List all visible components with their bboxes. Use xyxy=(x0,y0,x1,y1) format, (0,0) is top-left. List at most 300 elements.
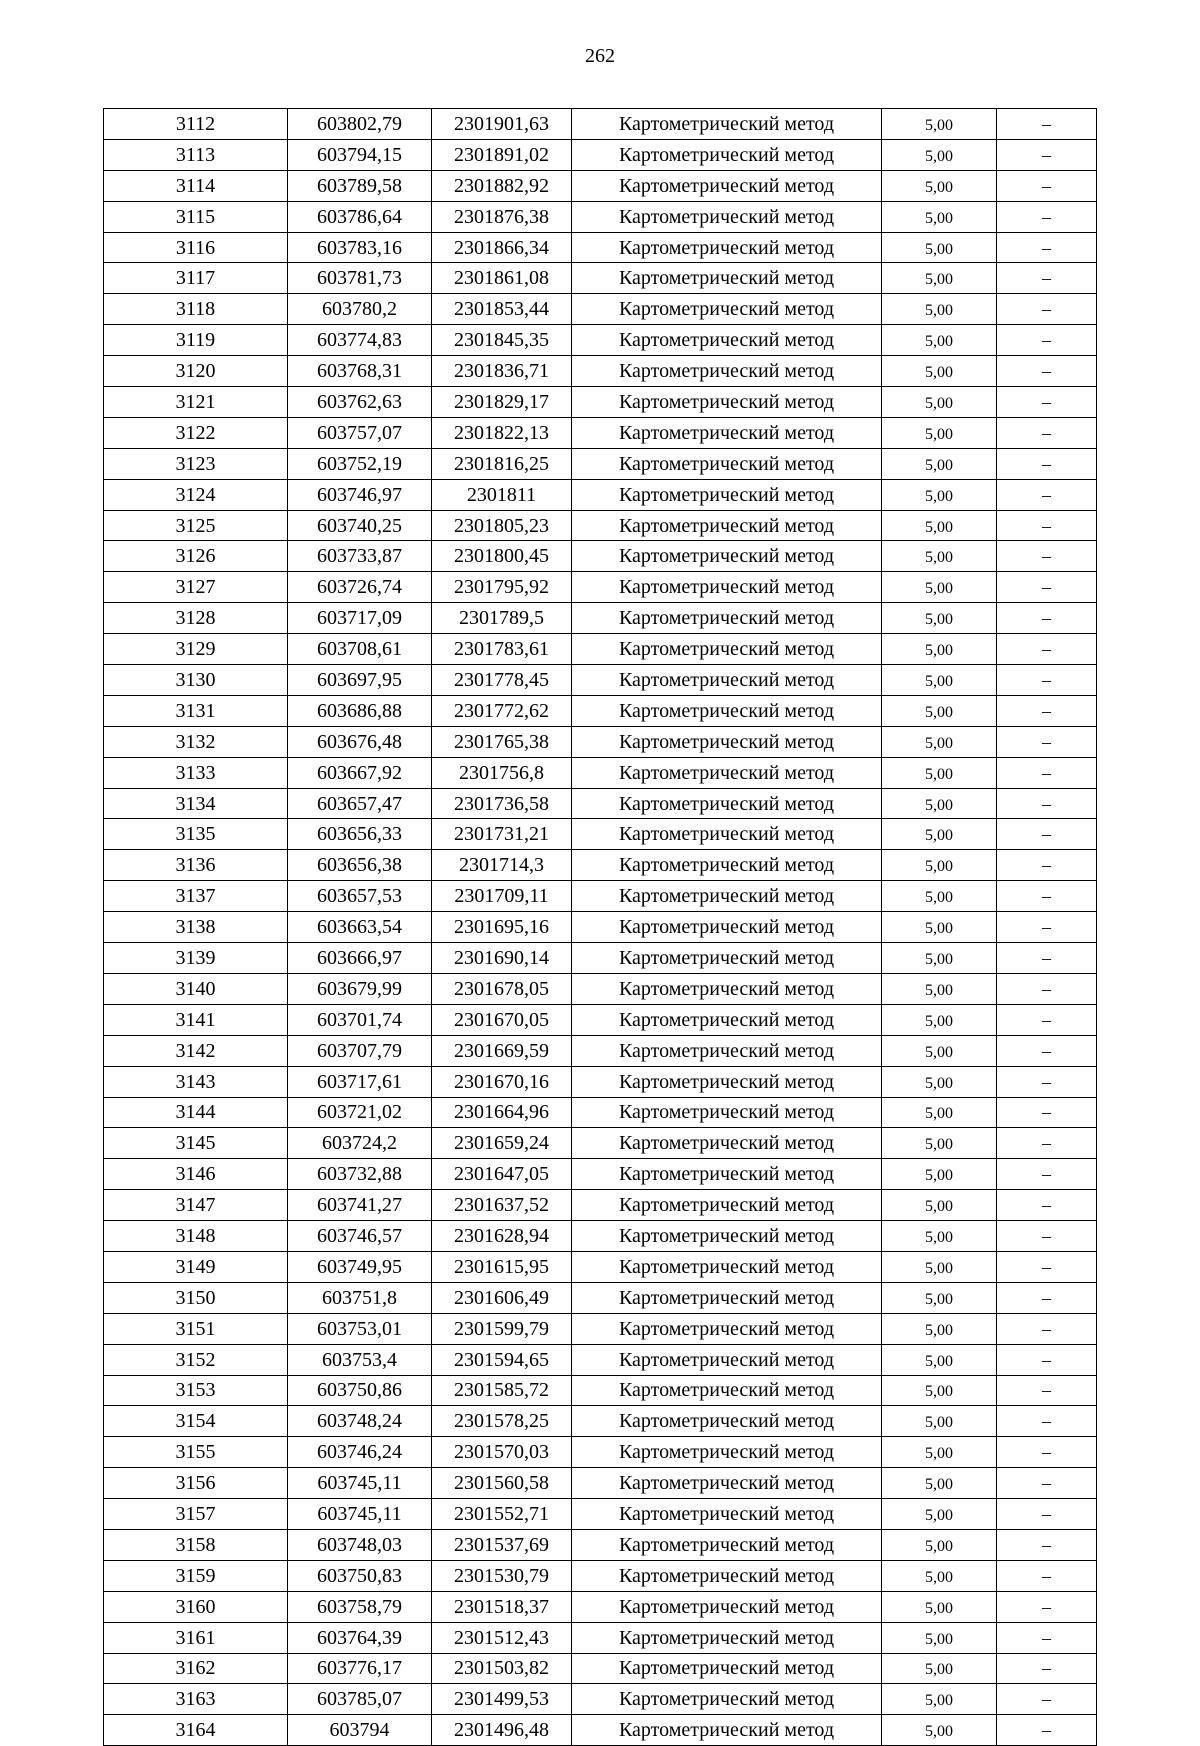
note-cell: – xyxy=(997,1406,1097,1437)
note-cell: – xyxy=(997,356,1097,387)
accuracy-cell: 5,00 xyxy=(882,109,997,140)
accuracy-cell: 5,00 xyxy=(882,541,997,572)
note-cell: – xyxy=(997,1375,1097,1406)
table-row xyxy=(104,1684,1097,1715)
x-coordinate-cell: 603746,57 xyxy=(288,1221,432,1252)
y-coordinate-cell: 2301669,59 xyxy=(432,1035,572,1066)
point-number-cell: 3113 xyxy=(104,139,288,170)
note-cell: – xyxy=(997,603,1097,634)
x-coordinate-cell: 603786,64 xyxy=(288,201,432,232)
y-coordinate-cell: 2301678,05 xyxy=(432,973,572,1004)
method-cell: Картометрический метод xyxy=(572,1437,882,1468)
method-cell: Картометрический метод xyxy=(572,1251,882,1282)
accuracy-cell: 5,00 xyxy=(882,1529,997,1560)
method-cell: Картометрический метод xyxy=(572,479,882,510)
y-coordinate-cell: 2301518,37 xyxy=(432,1591,572,1622)
y-coordinate-cell: 2301537,69 xyxy=(432,1529,572,1560)
note-cell: – xyxy=(997,448,1097,479)
table-row xyxy=(104,387,1097,418)
y-coordinate-cell: 2301690,14 xyxy=(432,943,572,974)
y-coordinate-cell: 2301606,49 xyxy=(432,1282,572,1313)
table-row xyxy=(104,294,1097,325)
x-coordinate-cell: 603666,97 xyxy=(288,943,432,974)
x-coordinate-cell: 603762,63 xyxy=(288,387,432,418)
x-coordinate-cell: 603656,33 xyxy=(288,819,432,850)
method-cell: Картометрический метод xyxy=(572,387,882,418)
accuracy-cell: 5,00 xyxy=(882,603,997,634)
y-coordinate-cell: 2301772,62 xyxy=(432,695,572,726)
note-cell: – xyxy=(997,881,1097,912)
note-cell: – xyxy=(997,479,1097,510)
accuracy-cell: 5,00 xyxy=(882,387,997,418)
point-number-cell: 3114 xyxy=(104,170,288,201)
point-number-cell: 3120 xyxy=(104,356,288,387)
method-cell: Картометрический метод xyxy=(572,170,882,201)
accuracy-cell: 5,00 xyxy=(882,1406,997,1437)
table-row xyxy=(104,1066,1097,1097)
note-cell: – xyxy=(997,387,1097,418)
accuracy-cell: 5,00 xyxy=(882,1004,997,1035)
x-coordinate-cell: 603750,86 xyxy=(288,1375,432,1406)
y-coordinate-cell: 2301861,08 xyxy=(432,263,572,294)
y-coordinate-cell: 2301756,8 xyxy=(432,757,572,788)
y-coordinate-cell: 2301829,17 xyxy=(432,387,572,418)
accuracy-cell: 5,00 xyxy=(882,695,997,726)
table-row xyxy=(104,1406,1097,1437)
y-coordinate-cell: 2301778,45 xyxy=(432,665,572,696)
accuracy-cell: 5,00 xyxy=(882,819,997,850)
method-cell: Картометрический метод xyxy=(572,1344,882,1375)
accuracy-cell: 5,00 xyxy=(882,1653,997,1684)
y-coordinate-cell: 2301714,3 xyxy=(432,850,572,881)
method-cell: Картометрический метод xyxy=(572,1221,882,1252)
coordinates-table-body xyxy=(104,109,1097,1746)
note-cell: – xyxy=(997,912,1097,943)
accuracy-cell: 5,00 xyxy=(882,356,997,387)
point-number-cell: 3135 xyxy=(104,819,288,850)
note-cell: – xyxy=(997,1128,1097,1159)
y-coordinate-cell: 2301795,92 xyxy=(432,572,572,603)
y-coordinate-cell: 2301731,21 xyxy=(432,819,572,850)
y-coordinate-cell: 2301901,63 xyxy=(432,109,572,140)
table-row xyxy=(104,1591,1097,1622)
x-coordinate-cell: 603717,61 xyxy=(288,1066,432,1097)
x-coordinate-cell: 603764,39 xyxy=(288,1622,432,1653)
note-cell: – xyxy=(997,665,1097,696)
method-cell: Картометрический метод xyxy=(572,695,882,726)
method-cell: Картометрический метод xyxy=(572,510,882,541)
y-coordinate-cell: 2301670,16 xyxy=(432,1066,572,1097)
point-number-cell: 3145 xyxy=(104,1128,288,1159)
note-cell: – xyxy=(997,1159,1097,1190)
table-row xyxy=(104,1282,1097,1313)
x-coordinate-cell: 603746,97 xyxy=(288,479,432,510)
accuracy-cell: 5,00 xyxy=(882,1313,997,1344)
y-coordinate-cell: 2301570,03 xyxy=(432,1437,572,1468)
note-cell: – xyxy=(997,232,1097,263)
method-cell: Картометрический метод xyxy=(572,201,882,232)
point-number-cell: 3159 xyxy=(104,1560,288,1591)
note-cell: – xyxy=(997,510,1097,541)
note-cell: – xyxy=(997,1097,1097,1128)
x-coordinate-cell: 603776,17 xyxy=(288,1653,432,1684)
point-number-cell: 3162 xyxy=(104,1653,288,1684)
point-number-cell: 3117 xyxy=(104,263,288,294)
point-number-cell: 3160 xyxy=(104,1591,288,1622)
accuracy-cell: 5,00 xyxy=(882,572,997,603)
x-coordinate-cell: 603741,27 xyxy=(288,1190,432,1221)
point-number-cell: 3133 xyxy=(104,757,288,788)
method-cell: Картометрический метод xyxy=(572,1313,882,1344)
accuracy-cell: 5,00 xyxy=(882,973,997,1004)
method-cell: Картометрический метод xyxy=(572,881,882,912)
point-number-cell: 3161 xyxy=(104,1622,288,1653)
x-coordinate-cell: 603656,38 xyxy=(288,850,432,881)
x-coordinate-cell: 603780,2 xyxy=(288,294,432,325)
accuracy-cell: 5,00 xyxy=(882,1128,997,1159)
point-number-cell: 3125 xyxy=(104,510,288,541)
table-row xyxy=(104,695,1097,726)
accuracy-cell: 5,00 xyxy=(882,232,997,263)
method-cell: Картометрический метод xyxy=(572,1035,882,1066)
method-cell: Картометрический метод xyxy=(572,1406,882,1437)
point-number-cell: 3153 xyxy=(104,1375,288,1406)
table-row xyxy=(104,1375,1097,1406)
y-coordinate-cell: 2301783,61 xyxy=(432,634,572,665)
accuracy-cell: 5,00 xyxy=(882,943,997,974)
note-cell: – xyxy=(997,1468,1097,1499)
point-number-cell: 3139 xyxy=(104,943,288,974)
point-number-cell: 3140 xyxy=(104,973,288,1004)
accuracy-cell: 5,00 xyxy=(882,510,997,541)
point-number-cell: 3147 xyxy=(104,1190,288,1221)
point-number-cell: 3157 xyxy=(104,1499,288,1530)
x-coordinate-cell: 603749,95 xyxy=(288,1251,432,1282)
x-coordinate-cell: 603785,07 xyxy=(288,1684,432,1715)
method-cell: Картометрический метод xyxy=(572,1715,882,1746)
y-coordinate-cell: 2301647,05 xyxy=(432,1159,572,1190)
accuracy-cell: 5,00 xyxy=(882,726,997,757)
x-coordinate-cell: 603663,54 xyxy=(288,912,432,943)
x-coordinate-cell: 603802,79 xyxy=(288,109,432,140)
accuracy-cell: 5,00 xyxy=(882,1622,997,1653)
note-cell: – xyxy=(997,170,1097,201)
y-coordinate-cell: 2301822,13 xyxy=(432,417,572,448)
method-cell: Картометрический метод xyxy=(572,1591,882,1622)
y-coordinate-cell: 2301578,25 xyxy=(432,1406,572,1437)
table-row xyxy=(104,1344,1097,1375)
y-coordinate-cell: 2301876,38 xyxy=(432,201,572,232)
method-cell: Картометрический метод xyxy=(572,912,882,943)
point-number-cell: 3158 xyxy=(104,1529,288,1560)
method-cell: Картометрический метод xyxy=(572,109,882,140)
table-row xyxy=(104,757,1097,788)
x-coordinate-cell: 603676,48 xyxy=(288,726,432,757)
y-coordinate-cell: 2301882,92 xyxy=(432,170,572,201)
table-row xyxy=(104,572,1097,603)
method-cell: Картометрический метод xyxy=(572,1159,882,1190)
point-number-cell: 3124 xyxy=(104,479,288,510)
point-number-cell: 3128 xyxy=(104,603,288,634)
y-coordinate-cell: 2301496,48 xyxy=(432,1715,572,1746)
accuracy-cell: 5,00 xyxy=(882,1035,997,1066)
table-row xyxy=(104,726,1097,757)
method-cell: Картометрический метод xyxy=(572,1653,882,1684)
note-cell: – xyxy=(997,572,1097,603)
method-cell: Картометрический метод xyxy=(572,1004,882,1035)
point-number-cell: 3121 xyxy=(104,387,288,418)
y-coordinate-cell: 2301560,58 xyxy=(432,1468,572,1499)
point-number-cell: 3129 xyxy=(104,634,288,665)
accuracy-cell: 5,00 xyxy=(882,1097,997,1128)
point-number-cell: 3122 xyxy=(104,417,288,448)
x-coordinate-cell: 603724,2 xyxy=(288,1128,432,1159)
y-coordinate-cell: 2301530,79 xyxy=(432,1560,572,1591)
method-cell: Картометрический метод xyxy=(572,232,882,263)
accuracy-cell: 5,00 xyxy=(882,788,997,819)
x-coordinate-cell: 603781,73 xyxy=(288,263,432,294)
note-cell: – xyxy=(997,1715,1097,1746)
point-number-cell: 3119 xyxy=(104,325,288,356)
point-number-cell: 3132 xyxy=(104,726,288,757)
table-row xyxy=(104,943,1097,974)
method-cell: Картометрический метод xyxy=(572,1499,882,1530)
method-cell: Картометрический метод xyxy=(572,139,882,170)
table-row xyxy=(104,603,1097,634)
y-coordinate-cell: 2301599,79 xyxy=(432,1313,572,1344)
point-number-cell: 3134 xyxy=(104,788,288,819)
method-cell: Картометрический метод xyxy=(572,603,882,634)
note-cell: – xyxy=(997,757,1097,788)
accuracy-cell: 5,00 xyxy=(882,325,997,356)
table-row xyxy=(104,109,1097,140)
y-coordinate-cell: 2301836,71 xyxy=(432,356,572,387)
table-row xyxy=(104,1097,1097,1128)
x-coordinate-cell: 603733,87 xyxy=(288,541,432,572)
point-number-cell: 3151 xyxy=(104,1313,288,1344)
note-cell: – xyxy=(997,634,1097,665)
table-row xyxy=(104,634,1097,665)
accuracy-cell: 5,00 xyxy=(882,1221,997,1252)
y-coordinate-cell: 2301816,25 xyxy=(432,448,572,479)
table-row xyxy=(104,1560,1097,1591)
x-coordinate-cell: 603751,8 xyxy=(288,1282,432,1313)
x-coordinate-cell: 603732,88 xyxy=(288,1159,432,1190)
note-cell: – xyxy=(997,1560,1097,1591)
note-cell: – xyxy=(997,1035,1097,1066)
method-cell: Картометрический метод xyxy=(572,973,882,1004)
note-cell: – xyxy=(997,850,1097,881)
accuracy-cell: 5,00 xyxy=(882,1715,997,1746)
x-coordinate-cell: 603717,09 xyxy=(288,603,432,634)
x-coordinate-cell: 603686,88 xyxy=(288,695,432,726)
note-cell: – xyxy=(997,1529,1097,1560)
note-cell: – xyxy=(997,1251,1097,1282)
note-cell: – xyxy=(997,1622,1097,1653)
x-coordinate-cell: 603748,24 xyxy=(288,1406,432,1437)
y-coordinate-cell: 2301594,65 xyxy=(432,1344,572,1375)
table-row xyxy=(104,1653,1097,1684)
note-cell: – xyxy=(997,139,1097,170)
accuracy-cell: 5,00 xyxy=(882,850,997,881)
y-coordinate-cell: 2301800,45 xyxy=(432,541,572,572)
accuracy-cell: 5,00 xyxy=(882,1499,997,1530)
point-number-cell: 3149 xyxy=(104,1251,288,1282)
y-coordinate-cell: 2301585,72 xyxy=(432,1375,572,1406)
accuracy-cell: 5,00 xyxy=(882,881,997,912)
method-cell: Картометрический метод xyxy=(572,417,882,448)
y-coordinate-cell: 2301670,05 xyxy=(432,1004,572,1035)
x-coordinate-cell: 603753,4 xyxy=(288,1344,432,1375)
point-number-cell: 3131 xyxy=(104,695,288,726)
table-row xyxy=(104,1251,1097,1282)
table-row xyxy=(104,1190,1097,1221)
method-cell: Картометрический метод xyxy=(572,541,882,572)
x-coordinate-cell: 603657,53 xyxy=(288,881,432,912)
accuracy-cell: 5,00 xyxy=(882,1684,997,1715)
note-cell: – xyxy=(997,294,1097,325)
x-coordinate-cell: 603794,15 xyxy=(288,139,432,170)
y-coordinate-cell: 2301709,11 xyxy=(432,881,572,912)
method-cell: Картометрический метод xyxy=(572,757,882,788)
note-cell: – xyxy=(997,1499,1097,1530)
point-number-cell: 3112 xyxy=(104,109,288,140)
accuracy-cell: 5,00 xyxy=(882,263,997,294)
note-cell: – xyxy=(997,695,1097,726)
method-cell: Картометрический метод xyxy=(572,634,882,665)
x-coordinate-cell: 603740,25 xyxy=(288,510,432,541)
table-row xyxy=(104,417,1097,448)
x-coordinate-cell: 603748,03 xyxy=(288,1529,432,1560)
accuracy-cell: 5,00 xyxy=(882,665,997,696)
method-cell: Картометрический метод xyxy=(572,726,882,757)
note-cell: – xyxy=(997,1004,1097,1035)
accuracy-cell: 5,00 xyxy=(882,1282,997,1313)
y-coordinate-cell: 2301628,94 xyxy=(432,1221,572,1252)
table-row xyxy=(104,1529,1097,1560)
point-number-cell: 3123 xyxy=(104,448,288,479)
note-cell: – xyxy=(997,263,1097,294)
method-cell: Картометрический метод xyxy=(572,1282,882,1313)
table-row xyxy=(104,263,1097,294)
table-row xyxy=(104,325,1097,356)
method-cell: Картометрический метод xyxy=(572,1529,882,1560)
x-coordinate-cell: 603701,74 xyxy=(288,1004,432,1035)
x-coordinate-cell: 603752,19 xyxy=(288,448,432,479)
accuracy-cell: 5,00 xyxy=(882,417,997,448)
y-coordinate-cell: 2301664,96 xyxy=(432,1097,572,1128)
method-cell: Картометрический метод xyxy=(572,572,882,603)
table-row xyxy=(104,1159,1097,1190)
note-cell: – xyxy=(997,1653,1097,1684)
y-coordinate-cell: 2301659,24 xyxy=(432,1128,572,1159)
point-number-cell: 3146 xyxy=(104,1159,288,1190)
y-coordinate-cell: 2301637,52 xyxy=(432,1190,572,1221)
table-row xyxy=(104,1499,1097,1530)
point-number-cell: 3126 xyxy=(104,541,288,572)
point-number-cell: 3150 xyxy=(104,1282,288,1313)
method-cell: Картометрический метод xyxy=(572,1190,882,1221)
table-row xyxy=(104,1622,1097,1653)
y-coordinate-cell: 2301866,34 xyxy=(432,232,572,263)
accuracy-cell: 5,00 xyxy=(882,448,997,479)
table-row xyxy=(104,819,1097,850)
table-row xyxy=(104,356,1097,387)
method-cell: Картометрический метод xyxy=(572,665,882,696)
point-number-cell: 3163 xyxy=(104,1684,288,1715)
table-row xyxy=(104,665,1097,696)
table-row xyxy=(104,973,1097,1004)
y-coordinate-cell: 2301765,38 xyxy=(432,726,572,757)
x-coordinate-cell: 603753,01 xyxy=(288,1313,432,1344)
point-number-cell: 3152 xyxy=(104,1344,288,1375)
method-cell: Картометрический метод xyxy=(572,263,882,294)
note-cell: – xyxy=(997,1190,1097,1221)
accuracy-cell: 5,00 xyxy=(882,1375,997,1406)
x-coordinate-cell: 603774,83 xyxy=(288,325,432,356)
method-cell: Картометрический метод xyxy=(572,1684,882,1715)
x-coordinate-cell: 603750,83 xyxy=(288,1560,432,1591)
accuracy-cell: 5,00 xyxy=(882,139,997,170)
note-cell: – xyxy=(997,1313,1097,1344)
note-cell: – xyxy=(997,1066,1097,1097)
point-number-cell: 3141 xyxy=(104,1004,288,1035)
table-row xyxy=(104,850,1097,881)
x-coordinate-cell: 603789,58 xyxy=(288,170,432,201)
y-coordinate-cell: 2301891,02 xyxy=(432,139,572,170)
table-row xyxy=(104,201,1097,232)
point-number-cell: 3116 xyxy=(104,232,288,263)
table-row xyxy=(104,1004,1097,1035)
page-number: 262 xyxy=(585,45,615,67)
y-coordinate-cell: 2301615,95 xyxy=(432,1251,572,1282)
method-cell: Картометрический метод xyxy=(572,1066,882,1097)
x-coordinate-cell: 603697,95 xyxy=(288,665,432,696)
x-coordinate-cell: 603757,07 xyxy=(288,417,432,448)
accuracy-cell: 5,00 xyxy=(882,1560,997,1591)
note-cell: – xyxy=(997,726,1097,757)
note-cell: – xyxy=(997,819,1097,850)
table-row xyxy=(104,1437,1097,1468)
accuracy-cell: 5,00 xyxy=(882,201,997,232)
table-row xyxy=(104,1715,1097,1746)
accuracy-cell: 5,00 xyxy=(882,1437,997,1468)
table-row xyxy=(104,232,1097,263)
table-row xyxy=(104,1468,1097,1499)
point-number-cell: 3156 xyxy=(104,1468,288,1499)
point-number-cell: 3138 xyxy=(104,912,288,943)
accuracy-cell: 5,00 xyxy=(882,294,997,325)
method-cell: Картометрический метод xyxy=(572,819,882,850)
y-coordinate-cell: 2301499,53 xyxy=(432,1684,572,1715)
note-cell: – xyxy=(997,943,1097,974)
accuracy-cell: 5,00 xyxy=(882,1159,997,1190)
note-cell: – xyxy=(997,201,1097,232)
point-number-cell: 3148 xyxy=(104,1221,288,1252)
point-number-cell: 3164 xyxy=(104,1715,288,1746)
point-number-cell: 3154 xyxy=(104,1406,288,1437)
point-number-cell: 3143 xyxy=(104,1066,288,1097)
note-cell: – xyxy=(997,1684,1097,1715)
method-cell: Картометрический метод xyxy=(572,1128,882,1159)
note-cell: – xyxy=(997,1344,1097,1375)
coordinates-table xyxy=(103,108,1097,1746)
accuracy-cell: 5,00 xyxy=(882,757,997,788)
y-coordinate-cell: 2301853,44 xyxy=(432,294,572,325)
x-coordinate-cell: 603726,74 xyxy=(288,572,432,603)
method-cell: Картометрический метод xyxy=(572,1375,882,1406)
accuracy-cell: 5,00 xyxy=(882,1344,997,1375)
